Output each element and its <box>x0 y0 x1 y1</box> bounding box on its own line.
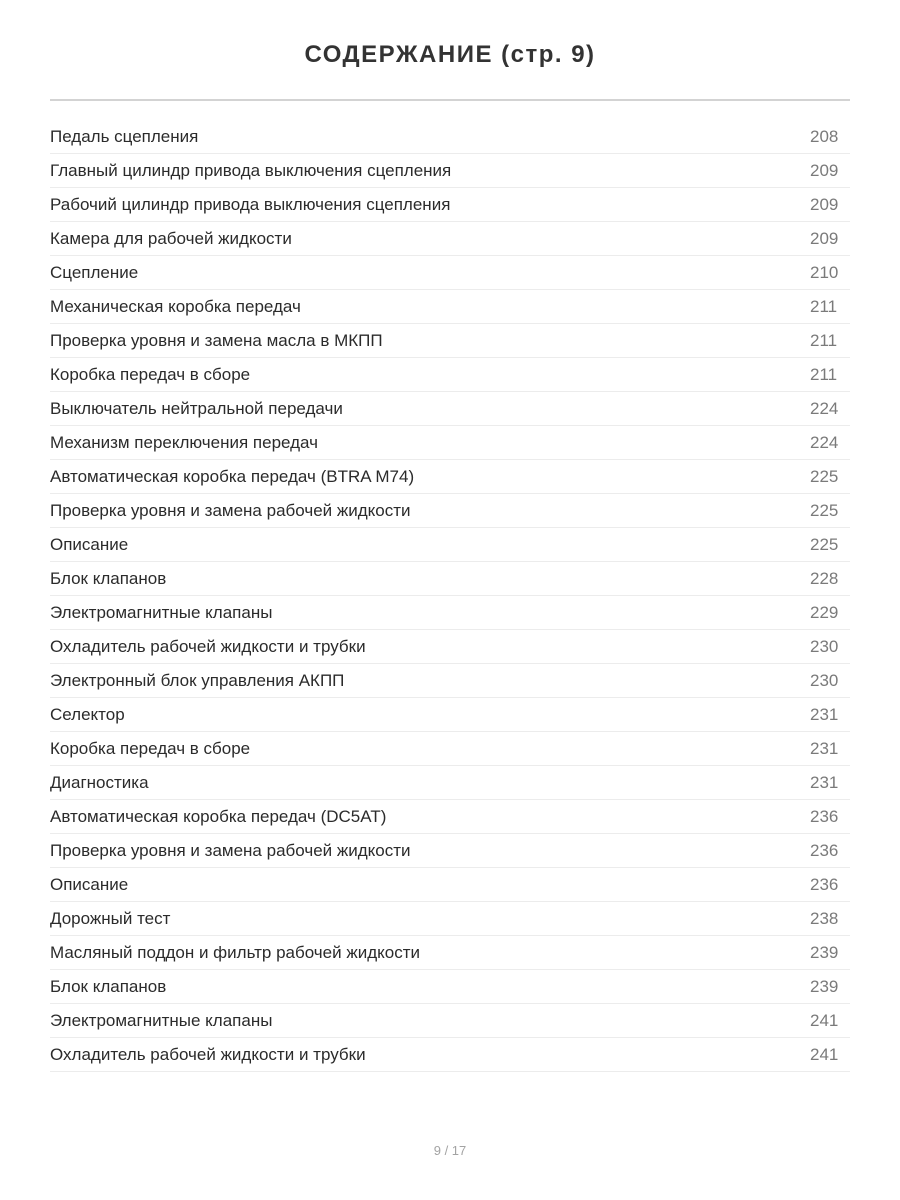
toc-entry[interactable] <box>50 902 850 936</box>
toc-entry-page: 224 <box>810 432 839 452</box>
toc-entry-page: 238 <box>810 908 839 928</box>
toc-entry-title: Коробка передач в сборе <box>50 364 251 384</box>
toc-entry-title: Охладитель рабочей жидкости и трубки <box>50 1044 366 1064</box>
toc-entry-title: Автоматическая коробка передач (BTRA M74) <box>50 466 415 486</box>
toc-entry-page: 230 <box>810 670 839 690</box>
page-number: 9 / 17 <box>433 1143 467 1158</box>
toc-entry-title: Проверка уровня и замена рабочей жидкости <box>50 500 411 520</box>
toc-entry[interactable] <box>50 154 850 188</box>
toc-entry-page: 225 <box>810 534 839 554</box>
toc-entry-title: Механизм переключения передач <box>50 432 318 452</box>
toc-entry[interactable] <box>50 392 850 426</box>
toc-entry[interactable] <box>50 800 850 834</box>
title-divider <box>50 99 850 101</box>
toc-entry-title: Рабочий цилиндр привода выключения сцепления <box>50 194 451 214</box>
toc-entry[interactable] <box>50 970 850 1004</box>
toc-entry-title: Сцепление <box>50 262 139 282</box>
toc-entry[interactable] <box>50 596 850 630</box>
toc-entry-title: Диагностика <box>50 772 149 792</box>
toc-entry[interactable] <box>50 664 850 698</box>
toc-entry-title: Механическая коробка передач <box>50 296 301 316</box>
toc-entry[interactable] <box>50 630 850 664</box>
toc-entry-title: Блок клапанов <box>50 568 167 588</box>
toc-entry[interactable] <box>50 1038 850 1072</box>
page-title: СОДЕРЖАНИЕ (стр. 9) <box>304 41 596 68</box>
toc-entry-page: 225 <box>810 466 839 486</box>
toc-entry-page: 225 <box>810 500 839 520</box>
toc-entry-title: Главный цилиндр привода выключения сцепления <box>50 160 452 180</box>
toc-entry-title: Электромагнитные клапаны <box>50 1010 273 1030</box>
toc-entry[interactable] <box>50 426 850 460</box>
toc-entry[interactable] <box>50 222 850 256</box>
toc-entry-page: 236 <box>810 874 839 894</box>
toc-entry-page: 208 <box>810 126 839 146</box>
toc-entry[interactable] <box>50 324 850 358</box>
toc-entry[interactable] <box>50 290 850 324</box>
toc-entry-title: Масляный поддон и фильтр рабочей жидкости <box>50 942 420 962</box>
toc-entry-page: 211 <box>810 330 838 350</box>
toc-entry-title: Дорожный тест <box>50 908 171 928</box>
toc-entry[interactable] <box>50 256 850 290</box>
toc-entry[interactable] <box>50 834 850 868</box>
toc-entry-title: Описание <box>50 874 129 894</box>
toc-entry-page: 228 <box>810 568 839 588</box>
toc-entry[interactable] <box>50 766 850 800</box>
toc-entry-page: 236 <box>810 806 839 826</box>
toc-entry-page: 239 <box>810 976 839 996</box>
toc-entry-title: Камера для рабочей жидкости <box>50 228 292 248</box>
toc-entry-page: 241 <box>810 1044 839 1064</box>
toc-entry-title: Автоматическая коробка передач (DC5AT) <box>50 806 387 826</box>
toc-entry[interactable] <box>50 868 850 902</box>
toc-entry[interactable] <box>50 188 850 222</box>
toc-entry-title: Проверка уровня и замена масла в МКПП <box>50 330 383 350</box>
toc-entry-title: Педаль сцепления <box>50 126 199 146</box>
toc-entry[interactable] <box>50 494 850 528</box>
toc-entry[interactable] <box>50 936 850 970</box>
toc-entry-title: Проверка уровня и замена рабочей жидкости <box>50 840 411 860</box>
toc-entry-page: 231 <box>810 772 839 792</box>
toc-entry-title: Электромагнитные клапаны <box>50 602 273 622</box>
table-of-contents <box>50 120 850 1072</box>
toc-entry-page: 210 <box>810 262 839 282</box>
toc-entry-page: 209 <box>810 194 839 214</box>
toc-entry-title: Охладитель рабочей жидкости и трубки <box>50 636 366 656</box>
toc-entry-title: Коробка передач в сборе <box>50 738 251 758</box>
toc-entry-page: 229 <box>810 602 839 622</box>
toc-entry[interactable] <box>50 732 850 766</box>
toc-entry[interactable] <box>50 562 850 596</box>
toc-entry-page: 224 <box>810 398 839 418</box>
toc-entry-page: 230 <box>810 636 839 656</box>
toc-entry-page: 236 <box>810 840 839 860</box>
toc-entry-page: 211 <box>810 364 838 384</box>
toc-entry-title: Блок клапанов <box>50 976 167 996</box>
toc-entry[interactable] <box>50 698 850 732</box>
toc-entry[interactable] <box>50 358 850 392</box>
toc-entry-title: Электронный блок управления АКПП <box>50 670 345 690</box>
toc-entry-title: Селектор <box>50 704 125 724</box>
toc-entry-page: 231 <box>810 704 839 724</box>
toc-entry-title: Выключатель нейтральной передачи <box>50 398 343 418</box>
toc-entry-page: 239 <box>810 942 839 962</box>
toc-entry-page: 241 <box>810 1010 839 1030</box>
toc-entry[interactable] <box>50 120 850 154</box>
toc-entry-title: Описание <box>50 534 129 554</box>
toc-entry[interactable] <box>50 1004 850 1038</box>
toc-entry-page: 209 <box>810 160 839 180</box>
toc-entry-page: 231 <box>810 738 839 758</box>
toc-entry[interactable] <box>50 460 850 494</box>
toc-entry-page: 211 <box>810 296 838 316</box>
toc-entry-page: 209 <box>810 228 839 248</box>
toc-entry[interactable] <box>50 528 850 562</box>
